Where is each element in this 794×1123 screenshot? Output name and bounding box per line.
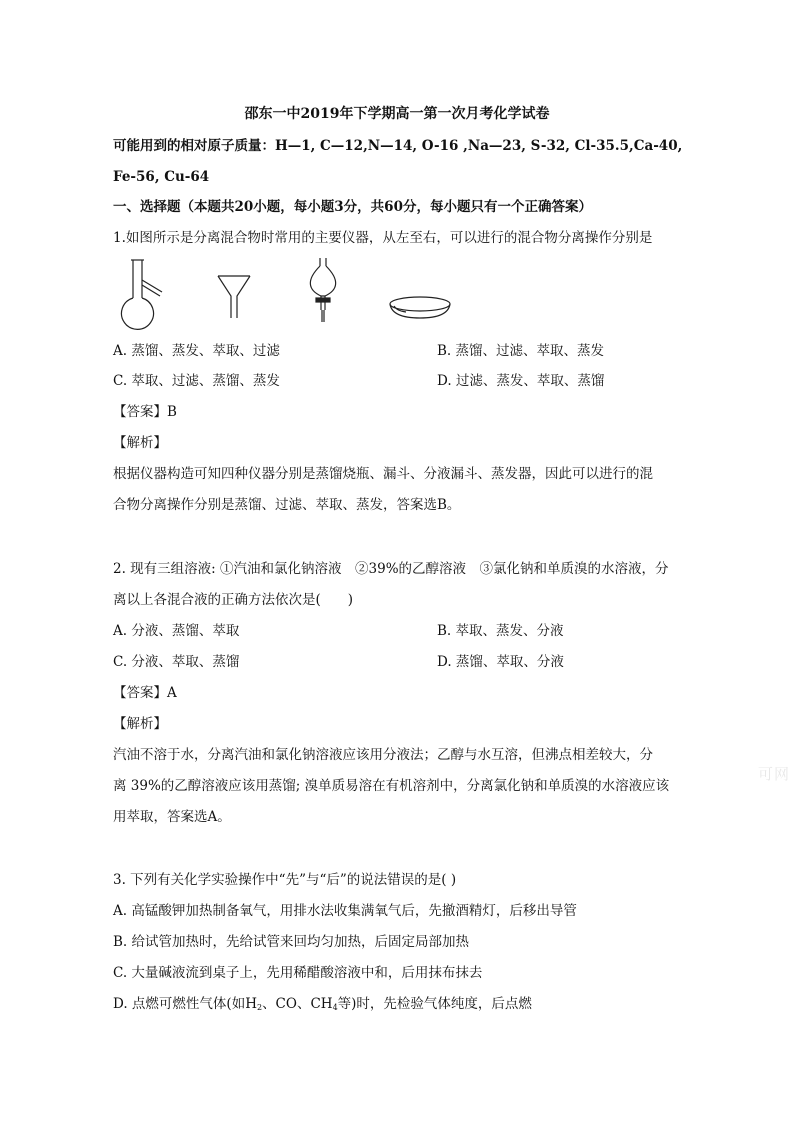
evaporating-dish-icon [390,297,450,318]
q3-option-b: B. 给试管加热时，先给试管来回均匀加热，后固定局部加热 [113,934,470,950]
q1-analysis-label: 【解析】 [113,435,167,451]
question-3-stem: 3. 下列有关化学实验操作中“先”与“后”的说法错误的是( ) [113,872,457,888]
question-2-stem-line-2: 离以上各混合液的正确方法依次是( ) [113,592,354,608]
q2-analysis-line-1: 汽油不溶于水，分离汽油和氯化钠溶液应该用分液法；乙醇与水互溶，但沸点相差较大，分 [113,747,653,763]
separatory-funnel-icon [310,258,335,322]
section-heading: 一、选择题（本题共20小题，每小题3分，共60分，每小题只有一个正确答案） [113,199,592,215]
q1-option-b: B. 蒸馏、过滤、萃取、蒸发 [437,343,605,359]
atomic-mass-line-1: 可能用到的相对原子质量：H—1, C—12,N—14, O-16 ,Na—23, S-32, Cl-35.5,Ca-40, [113,138,683,154]
answer-label: 【答案】 [113,404,167,420]
q2-option-b: B. 萃取、蒸发、分液 [437,623,564,639]
q3-option-c: C. 大量碱液流到桌子上，先用稀醋酸溶液中和，后用抹布抹去 [113,965,483,981]
q2-option-a: A. 分液、蒸馏、萃取 [113,623,240,639]
q1-option-d: D. 过滤、蒸发、萃取、蒸馏 [437,373,605,389]
q2-analysis-label: 【解析】 [113,716,167,732]
q1-option-c: C. 萃取、过滤、蒸馏、蒸发 [113,373,280,389]
funnel-icon [218,276,250,318]
apparatus-figure [110,258,470,330]
q1-answer [113,406,177,420]
q2-answer [113,687,177,701]
q1-analysis-line-2: 合物分离操作分别是蒸馏、过滤、萃取、蒸发，答案选B。 [113,497,461,513]
q3-option-d-part-2: 、CO、CH [262,996,333,1012]
q3-option-d-part-1: D. 点燃可燃性气体(如H [113,996,257,1012]
q2-option-d: D. 蒸馏、萃取、分液 [437,654,564,670]
distilling-flask-icon [122,260,163,329]
page-title: 邵东一中2019年下学期高一第一次月考化学试卷 [244,106,550,122]
q3-option-d-part-3: 等)时，先检验气体纯度，后点燃 [337,996,532,1012]
q1-answer-value: B [167,404,177,420]
question-2-stem-line-1: 2. 现有三组溶液: ①汽油和氯化钠溶液 ②39%的乙醇溶液 ③氯化钠和单质溴的水溶液，分 [113,561,669,577]
q1-option-a: A. 蒸馏、蒸发、萃取、过滤 [113,343,280,359]
q2-option-c: C. 分液、萃取、蒸馏 [113,654,240,670]
subscript-4: 4 [332,1003,338,1012]
answer-label: 【答案】 [113,685,167,701]
question-1-stem: 1.如图所示是分离混合物时常用的主要仪器，从左至右，可以进行的混合物分离操作分别是 [113,230,653,246]
q2-analysis-line-2: 离 39%的乙醇溶液应该用蒸馏; 溴单质易溶在有机溶剂中，分离氯化钠和单质溴的水溶液应该 [113,778,670,794]
q3-option-a: A. 高锰酸钾加热制备氧气，用排水法收集满氧气后，先撤酒精灯，后移出导管 [113,903,577,919]
subscript-2: 2 [256,1003,263,1012]
q1-analysis-line-1: 根据仪器构造可知四种仪器分别是蒸馏烧瓶、漏斗、分液漏斗、蒸发器，因此可以进行的混 [113,466,653,482]
watermark: 可网 [758,765,791,783]
atomic-mass-line-2: Fe-56, Cu-64 [113,169,210,185]
q2-answer-value: A [167,685,177,701]
q2-analysis-line-3: 用萃取，答案选A。 [113,809,231,825]
q3-option-d [113,998,532,1012]
